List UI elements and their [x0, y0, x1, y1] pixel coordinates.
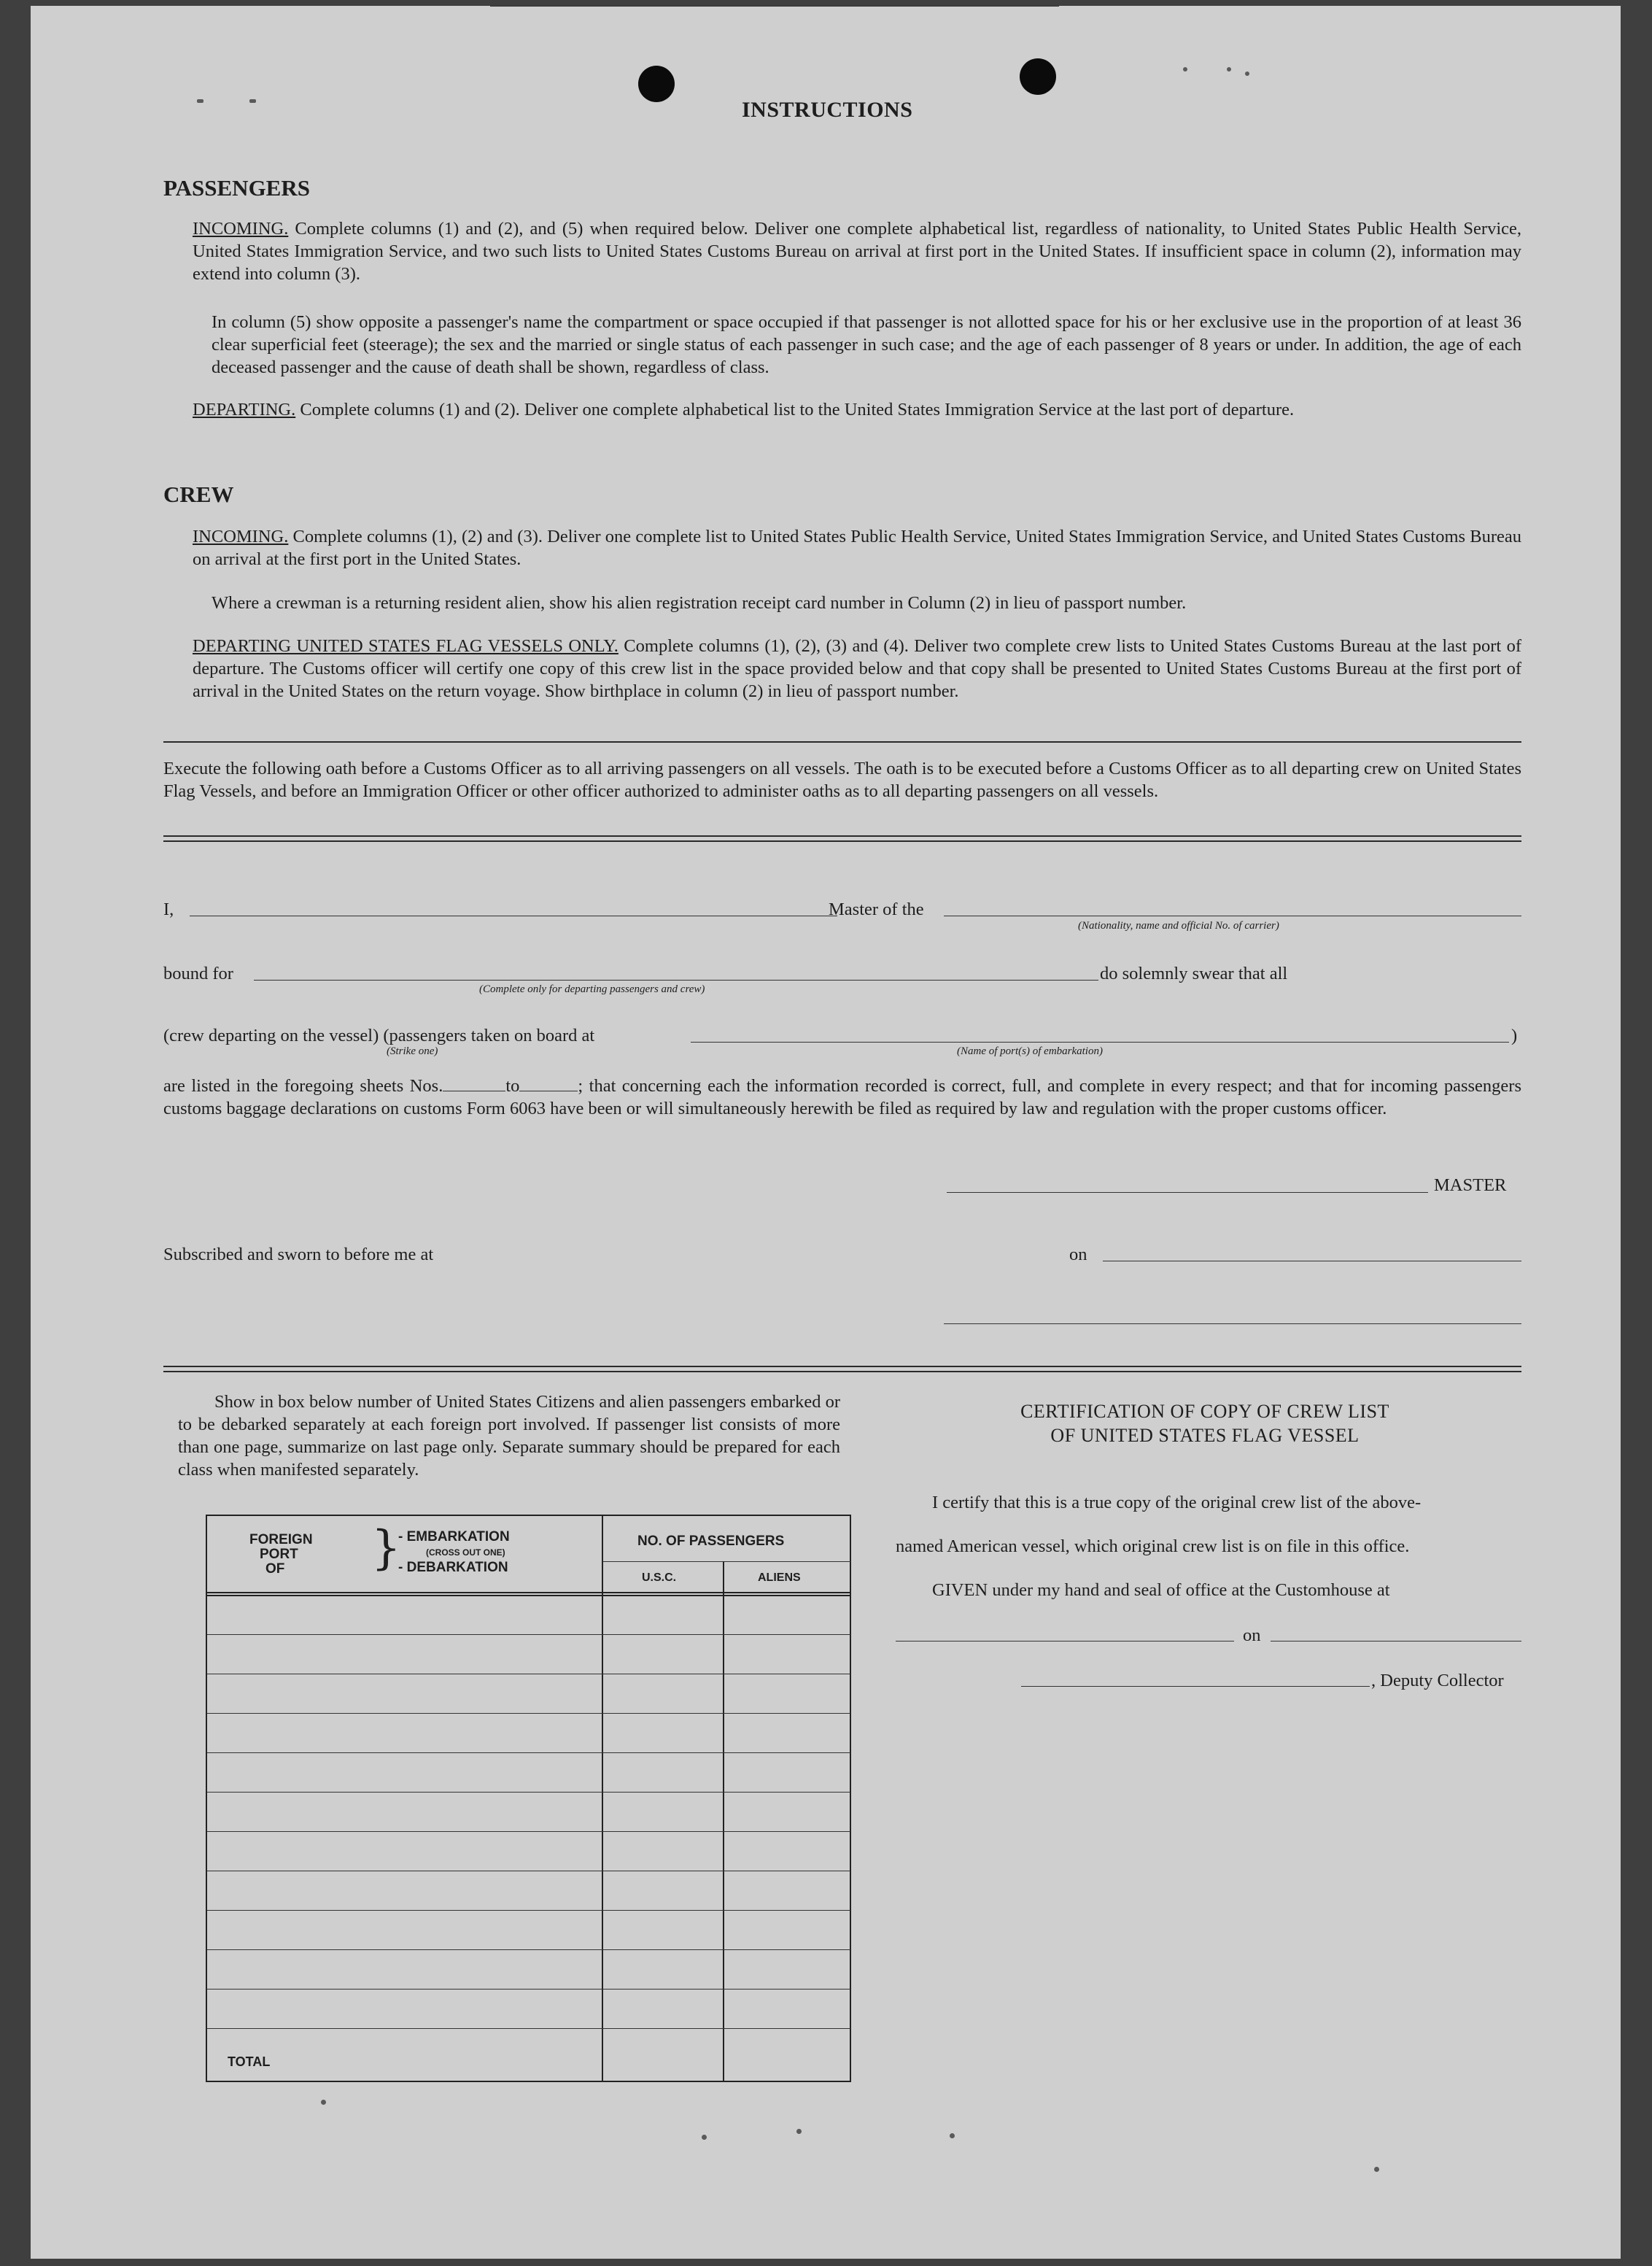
table-row[interactable] — [207, 2028, 850, 2029]
passengers-column5-paragraph: In column (5) show opposite a passenger's name the compartment or space occupied if that passenger is not allotted space for his or her exclusive use in the proportion of at least 36 clear superficial feet (steerage); the sex and the married or single status of each passenger in such case; and the age of each passenger of 8 years or under. In addition, the age of each deceased passenger and the cause of death shall be shown, regardless of class. — [212, 312, 1521, 377]
crew-heading: CREW — [163, 482, 234, 507]
passengers-heading: PASSENGERS — [163, 175, 310, 201]
given-label: GIVEN under my hand and seal of office at the Customhouse at — [932, 1580, 1390, 1600]
table-row[interactable] — [207, 1713, 850, 1714]
passengers-incoming-text: Complete columns (1) and (2), and (5) when required below. Deliver one complete alphabetical list, regardless of nationality, to United States Public Health Service, United States Immigration Service, and two such lists to United States Customs Bureau on arrival at first port in the United States. If insufficient space in column (2), information may extend into column (3). — [193, 219, 1521, 284]
table-row[interactable] — [207, 1831, 850, 1832]
sheets-text-a: are listed in the foregoing sheets Nos. — [163, 1076, 443, 1096]
form-sheet — [31, 6, 1621, 2259]
sheets-to-label: to — [505, 1076, 520, 1096]
speck — [702, 2135, 707, 2140]
carrier-caption: (Nationality, name and official No. of carrier) — [1078, 920, 1279, 932]
total-label: TOTAL — [228, 2054, 271, 2069]
punch-hole-left — [638, 66, 675, 102]
header-bottom-line — [207, 1592, 850, 1593]
debarkation-header[interactable]: - DEBARKATION — [398, 1560, 508, 1575]
punch-hole-right — [1020, 58, 1056, 95]
usc-header: U.S.C. — [642, 1571, 677, 1584]
subscribed-label: Subscribed and sworn to before me at — [163, 1245, 434, 1264]
speck — [249, 99, 256, 103]
header-bottom-line-2 — [207, 1595, 850, 1596]
table-row[interactable] — [207, 1752, 850, 1753]
page-title: INSTRUCTIONS — [742, 98, 913, 122]
sworn-on-label: on — [1069, 1245, 1087, 1264]
table-row[interactable] — [207, 1949, 850, 1950]
sheets-text-b: ; that concerning each the information recorded is correct, full, and complete in every respect; and that for incoming passengers customs baggage declarations on customs Form 6063 have been or will simultaneously herewith be filed as required by law and regulation with the proper customs officer. — [163, 1076, 1521, 1118]
crew-resident-paragraph: Where a crewman is a returning resident alien, show his alien registration receipt card number in Column (2) in lieu of passport number. — [212, 593, 1187, 613]
crew-incoming-lead: INCOMING. — [193, 527, 289, 546]
close-paren: ) — [1511, 1026, 1518, 1045]
master-label: MASTER — [1434, 1175, 1507, 1195]
cross-out-note: (CROSS OUT ONE) — [426, 1547, 505, 1558]
certification-title — [884, 1399, 1526, 1447]
certification-title-line1: CERTIFICATION OF COPY OF CREW LIST — [1020, 1401, 1389, 1422]
bound-for-field[interactable] — [254, 980, 1098, 981]
table-row[interactable] — [207, 1792, 850, 1793]
col-divider-1 — [602, 1516, 603, 2081]
header-split-line — [603, 1561, 851, 1562]
divider-bottom — [163, 1366, 1521, 1372]
master-of-label: Master of the — [829, 900, 924, 919]
col-divider-2 — [723, 1561, 724, 2081]
embarkation-header[interactable]: - EMBARKATION — [398, 1529, 510, 1544]
speck — [1245, 71, 1249, 76]
certify-line2: named American vessel, which original crew list is on file in this office. — [896, 1536, 1410, 1556]
no-passengers-header: NO. OF PASSENGERS — [637, 1534, 785, 1549]
certify-line1: I certify that this is a true copy of the original crew list of the above- — [932, 1493, 1422, 1512]
crew-departing-lead: DEPARTING UNITED STATES FLAG VESSELS ONLY. — [193, 636, 618, 656]
port-caption: (Name of port(s) of embarkation) — [957, 1045, 1103, 1057]
passengers-incoming-lead: INCOMING. — [193, 219, 289, 239]
certification-title-line2: OF UNITED STATES FLAG VESSEL — [1050, 1425, 1360, 1446]
summary-instructions: Show in box below number of United States Citizens and alien passengers embarked or to be debarked separately at each foreign port involved. If passenger list consists of more than one page, summarize on last page only. Separate summary should be prepared for each class when manifested separately. — [178, 1392, 840, 1480]
passengers-incoming-paragraph — [193, 217, 1521, 285]
passengers-departing-lead: DEPARTING. — [193, 400, 296, 419]
speck — [796, 2129, 802, 2134]
bound-for-label: bound for — [163, 964, 233, 983]
speck — [1374, 2167, 1379, 2172]
speck — [1227, 67, 1231, 71]
crew-departing-text: Complete columns (1), (2), (3) and (4). Deliver two complete crew lists to United States Customs Bureau at the last port of departure. The Customs officer will certify one copy of this crew list in the space provided below and that copy shall be presented to United States Customs Bureau at the first port of arrival in the United States on the return voyage. Show birthplace in column (2) in lieu of passport number. — [193, 636, 1521, 701]
brace-icon: } — [371, 1521, 401, 1575]
foreign-port-header-1: FOREIGN — [249, 1532, 313, 1547]
bound-for-caption: (Complete only for departing passengers and crew) — [479, 983, 705, 995]
cert-on-label: on — [1243, 1625, 1261, 1645]
embarkation-port-field[interactable] — [691, 1042, 1509, 1043]
speck — [321, 2100, 326, 2105]
passengers-departing-text: Complete columns (1) and (2). Deliver one complete alphabetical list to the United States Immigration Service at the last port of departure. — [295, 400, 1295, 419]
passengers-departing-paragraph — [193, 398, 1521, 421]
master-signature-field[interactable] — [947, 1192, 1428, 1193]
cert-date-field[interactable] — [1271, 1641, 1521, 1642]
aliens-header: ALIENS — [758, 1571, 801, 1584]
oath-intro-paragraph: Execute the following oath before a Customs Officer as to all arriving passengers on all vessels. The oath is to be executed before a Customs Officer as to all departing crew on United States Flag Vessels, and before an Immigration Officer or other officer authorized to administer oaths as to all departing passengers on all vessels. — [163, 759, 1521, 801]
deputy-collector-label: , Deputy Collector — [1371, 1671, 1504, 1690]
crew-incoming-text: Complete columns (1), (2) and (3). Deliver one complete list to United States Public Health Service, United States Immigration Service, and United States Customs Bureau on arrival at the first port in the United States. — [193, 527, 1521, 569]
speck — [197, 99, 203, 103]
strike-caption: (Strike one) — [387, 1045, 438, 1057]
customhouse-field[interactable] — [896, 1641, 1234, 1642]
divider-top — [163, 741, 1521, 744]
table-row[interactable] — [207, 1910, 850, 1911]
crew-departing-paragraph — [193, 635, 1521, 703]
speck — [1183, 67, 1187, 71]
sheets-from-field[interactable] — [443, 1078, 505, 1091]
officer-signature-field[interactable] — [944, 1323, 1521, 1324]
sheets-paragraph — [163, 1075, 1521, 1120]
sheets-to-field[interactable] — [519, 1078, 578, 1091]
foreign-port-header-2: PORT — [260, 1547, 298, 1562]
speck — [950, 2133, 955, 2138]
deputy-collector-signature-field[interactable] — [1021, 1686, 1370, 1687]
table-row[interactable] — [207, 1634, 850, 1635]
sworn-at-field[interactable] — [490, 6, 1059, 7]
crew-incoming-paragraph — [193, 525, 1521, 571]
passenger-summary-table — [206, 1515, 851, 2082]
divider-oath — [163, 835, 1521, 842]
oath-i-label: I, — [163, 900, 174, 919]
swear-label: do solemnly swear that all — [1100, 964, 1288, 983]
foreign-port-header-3: OF — [265, 1561, 285, 1577]
crew-passengers-label: (crew departing on the vessel) (passengers taken on board at — [163, 1026, 595, 1045]
